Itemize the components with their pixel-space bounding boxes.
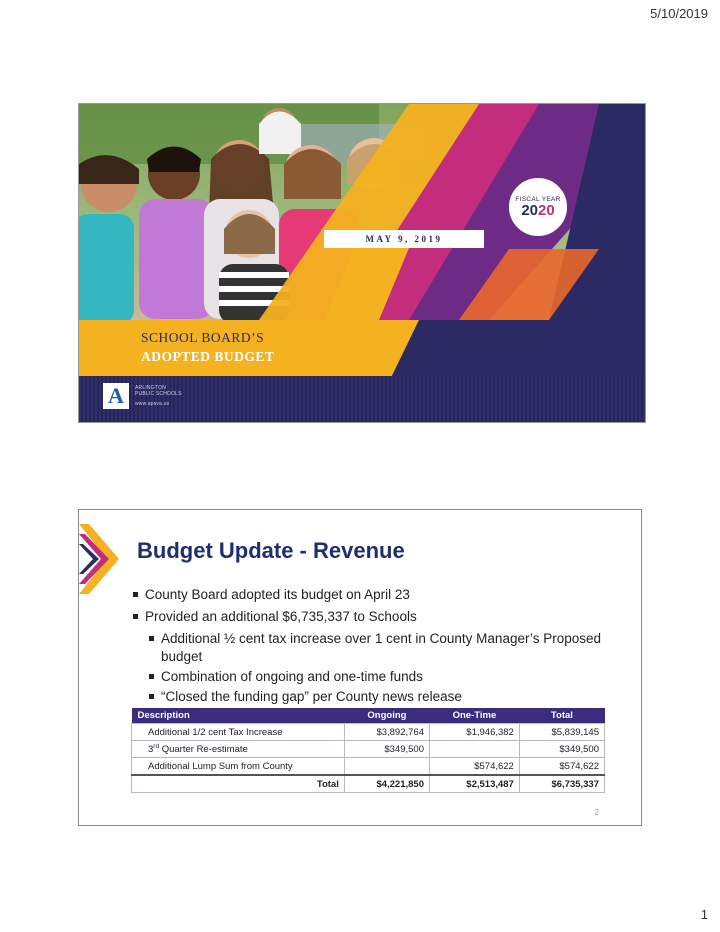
- cell-ongoing: $349,500: [344, 741, 429, 758]
- page-number: 1: [700, 907, 708, 922]
- table-row: [132, 758, 605, 776]
- cell-total-ongoing: $4,221,850: [344, 775, 429, 793]
- slide2-title: Budget Update - Revenue: [137, 538, 405, 563]
- revenue-slide: [78, 509, 642, 826]
- cell-one-time: $1,946,382: [429, 724, 519, 741]
- cell-description: Additional Lump Sum from County: [132, 758, 345, 776]
- fiscal-year-label: FISCAL YEAR: [515, 195, 561, 203]
- cell-total-label: Total: [132, 775, 345, 793]
- title-slide: [78, 103, 646, 423]
- cell-total: $574,622: [519, 758, 604, 776]
- cell-one-time: [429, 741, 519, 758]
- slide1-title: [141, 320, 274, 366]
- bullet-item: County Board adopted its budget on April 23: [131, 586, 631, 604]
- table-row: [132, 724, 605, 741]
- fiscal-year-number: 2020: [521, 201, 555, 219]
- sub-bullet-item: Additional ½ cent tax increase over 1 cent in County Manager’s Proposed budget: [131, 630, 631, 666]
- cell-total: $349,500: [519, 741, 604, 758]
- bullet-item: Provided an additional $6,735,337 to Schools: [131, 608, 631, 626]
- aps-logo-text: ARLINGTON PUBLIC SCHOOLS www.apsva.us: [135, 384, 182, 407]
- col-header-description: Description: [132, 708, 345, 724]
- slide1-title-line2: ADOPTED BUDGET: [141, 349, 275, 364]
- cell-ongoing: [344, 758, 429, 776]
- sub-bullet-item: “Closed the funding gap” per County news release: [131, 688, 631, 706]
- revenue-table: [131, 708, 605, 793]
- slide1-title-line1: SCHOOL BOARD’S: [141, 330, 265, 345]
- cell-total-total: $6,735,337: [519, 775, 604, 793]
- table-row: [132, 741, 605, 758]
- table-header-row: [132, 708, 605, 724]
- table-total-row: [132, 775, 605, 793]
- header-date: 5/10/2019: [650, 6, 708, 21]
- col-header-ongoing: Ongoing: [344, 708, 429, 724]
- slide-date: MAY 9, 2019: [365, 234, 443, 244]
- sub-bullet-item: Combination of ongoing and one-time funds: [131, 668, 631, 686]
- slide-date-band: [324, 230, 484, 248]
- aps-logo: [103, 383, 182, 409]
- chevron-decoration-icon: [79, 524, 123, 594]
- cell-ongoing: $3,892,764: [344, 724, 429, 741]
- bullet-list: [131, 586, 631, 708]
- cell-total: $5,839,145: [519, 724, 604, 741]
- cell-description: 3rd Quarter Re-estimate: [132, 741, 345, 758]
- cell-total-one-time: $2,513,487: [429, 775, 519, 793]
- fiscal-year-badge: [505, 174, 571, 240]
- aps-logo-letter: A: [103, 383, 129, 409]
- col-header-total: Total: [519, 708, 604, 724]
- slide-number: 2: [594, 808, 599, 817]
- cell-description: Additional 1/2 cent Tax Increase: [132, 724, 345, 741]
- cell-one-time: $574,622: [429, 758, 519, 776]
- col-header-one-time: One-Time: [429, 708, 519, 724]
